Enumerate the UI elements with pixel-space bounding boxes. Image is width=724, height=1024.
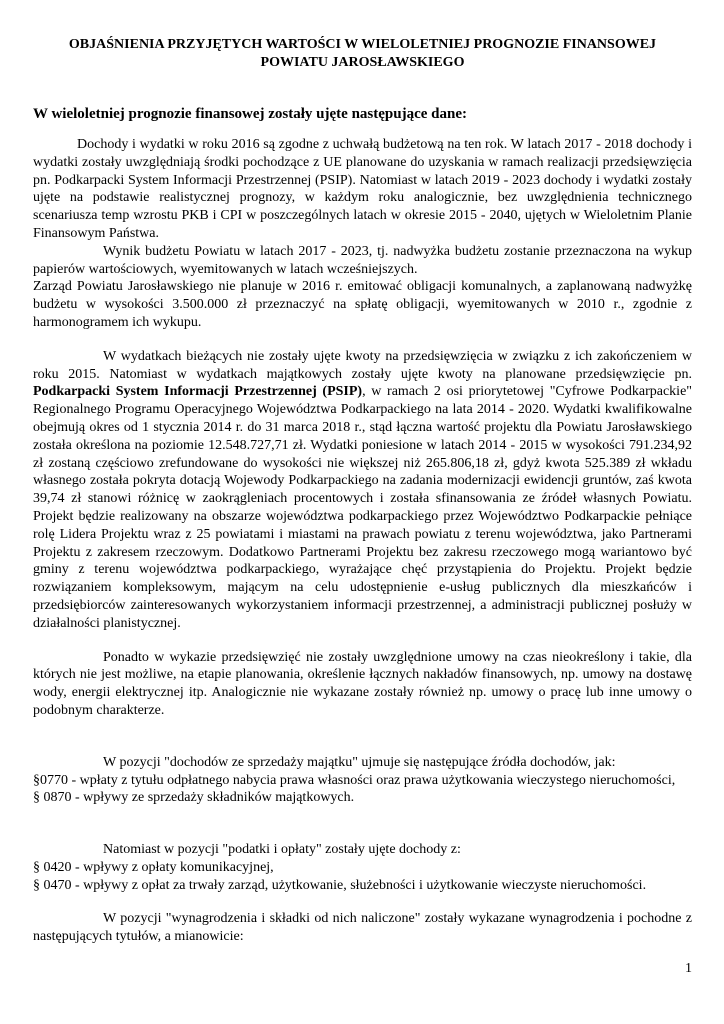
document-body [33, 136, 692, 946]
page-number: 1 [685, 961, 692, 976]
section-heading: W wieloletniej prognozie finansowej zostały ujęte następujące dane: [33, 106, 467, 122]
title-line-1: OBJAŚNIENIA PRZYJĘTYCH WARTOŚCI W WIELOLETNIEJ PROGNOZIE FINANSOWEJ [68, 37, 657, 52]
paragraph-psip-project [33, 348, 692, 633]
section-taxes-fees [33, 841, 692, 894]
document-title [33, 36, 692, 71]
paragraph-salaries: W pozycji "wynagrodzenia i składki od nich naliczone" zostały wykazane wynagrodzenia i pochodne z następujących tytułów, a mianowicie: [33, 911, 692, 945]
asset-sales-item-0870: § 0870 - wpływy ze sprzedaży składników majątkowych. [33, 790, 355, 806]
asset-sales-item-0770: §0770 - wpłaty z tytułu odpłatnego nabycia prawa własności oraz prawa użytkowania wieczystego nieruchomości, [33, 772, 676, 788]
taxes-fees-item-0420: § 0420 - wpływy z opłaty komunikacyjnej, [33, 859, 274, 875]
psip-text-before: W wydatkach bieżących nie zostały ujęte kwoty na przedsięwzięcia w związku z ich zakończeniem w roku 2015. Natomiast w wydatkach majątkowych zostały ujęte kwoty na planowane przedsięwzięcie pn. [33, 348, 692, 382]
asset-sales-intro: W pozycji "dochodów ze sprzedaży majątku" ujmuje się następujące źródła dochodów, jak: [103, 754, 616, 770]
psip-text-after: , w ramach 2 osi priorytetowej "Cyfrowe Podkarpackie" Regionalnego Programu Operacyjnego Województwa Podkarpackiego na lata 2014 - 2020. Wydatki kwalifikowalne obejmują okres od 1 stycznia 2014 r. do 31 marca 2018 r., stąd łączna wartość projektu dla Powiatu Jarosławskiego została określona na poziomie 12.548.727,71 zł. Wydatki poniesione w latach 2014 - 2015 w wysokości 791.234,92 zł zostaną częściowo zrefundowane do wysokości nie większej niż 265.806,18 zł, gdyż kwota 525.389 zł wkładu własnego została pokryta dotacją Wojewody Podkarpackiego na zadania modernizacji ewidencji gruntów, zaś kwota 39,74 zł stanowi różnicę w zaokrągleniach procentowych i została sfinansowania ze źródeł własnych Powiatu. Projekt będzie realizowany na obszarze województwa podkarpackiego przez Województwo Podkarpackie pełniące rolę Lidera Projektu wraz z 25 powiatami i miastami na prawach powiatu z terenu województwa, jako Partnerami Projektu z zakresem rzeczowym. Dodatkowo Partnerami Projektu bez zakresu rzeczowego mogą wariantowo być gminy z terenu województwa podkarpackiego, wyrażające chęć przystąpienia do Projektu. Projekt będzie rozwiązaniem kompleksowym, mającym na celu udostępnienie e-usług publicznych dla mieszkańców i przedsiębiorców zainteresowanych wykorzystaniem informacji przestrzennej, a administracji publicznej posłuży w działalności planistycznej. [33, 384, 692, 631]
taxes-fees-item-0470: § 0470 - wpływy z opłat za trwały zarząd, użytkowanie, służebności i użytkowanie wieczyste nieruchomości. [33, 877, 647, 893]
section-asset-sales [33, 754, 692, 807]
title-line-2: POWIATU JAROSŁAWSKIEGO [260, 54, 465, 70]
psip-project-name: Podkarpacki System Informacji Przestrzennej (PSIP) [33, 384, 363, 400]
paragraph-budget-result: Wynik budżetu Powiatu w latach 2017 - 2023, tj. nadwyżka budżetu zostanie przeznaczona na wykup papierów wartościowych, wyemitowanych w latach wcześniejszych. [33, 243, 692, 277]
taxes-fees-intro: Natomiast w pozycji "podatki i opłaty" zostały ujęte dochody z: [103, 842, 461, 858]
paragraph-contracts: Ponadto w wykazie przedsięwzięć nie zostały uwzględnione umowy na czas nieokreślony i takie, dla których nie jest możliwe, na etapie planowania, określenie łącznych nakładów finansowych, np. umowy na dostawę wody, energii elektrycznej itp. Analogicznie nie wykazane zostały również np. umowy o pracę lub inne umowy o podobnym charakterze. [33, 649, 692, 718]
paragraph-bonds: Zarząd Powiatu Jarosławskiego nie planuje w 2016 r. emitować obligacji komunalnych, a zaplanowaną nadwyżkę budżetu w wysokości 3.500.000 zł przeznaczyć na spłatę obligacji, wyemitowanych w 2010 r., zgodnie z harmonogramem ich wykupu. [33, 279, 692, 330]
paragraph-revenue-expenses: Dochody i wydatki w roku 2016 są zgodne z uchwałą budżetową na ten rok. W latach 2017 - 2018 dochody i wydatki zostały uwzględniają środki pochodzące z UE planowane do uzyskania w ramach realizacji przedsięwzięcia pn. Podkarpacki System Informacji Przestrzennej (PSIP). Natomiast w latach 2019 - 2023 dochody i wydatki zostały ujęte na podstawie realistycznej prognozy, w każdym roku analogicznie, bez uwzględnienia technicznego scenariusza temp wzrostu PKB i CPI w poszczególnych latach w okresie 2015 - 2040, ujętych w Wieloletnim Planie Finansowym Państwa. [33, 137, 692, 241]
